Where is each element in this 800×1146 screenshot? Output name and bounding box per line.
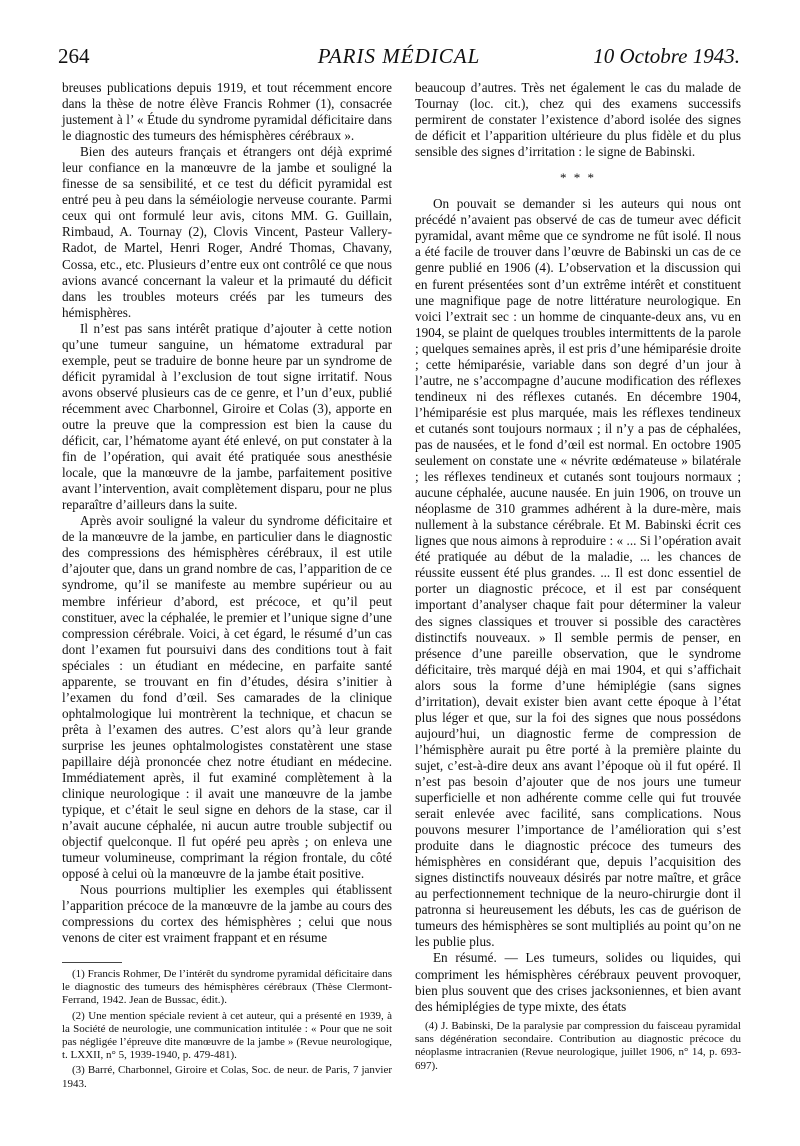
- paragraph: Après avoir souligné la valeur du syndrome déficitaire et de la manœuvre de la jambe, en particulier dans le diagnostic des compressions des hémisphères cérébraux, il est utile d’ajouter que, dans un grand nombre de cas, l’apparition de ce syndrome, qu’il se manifeste au membre supérieur ou au membre inférieur d’abord, est précoce, et qu’il peut constituer, avec la céphalée, le premier et l’unique signe d’une compression cérébrale. Voici, à cet égard, le résumé d’un cas dont l’examen fut poursuivi dans des conditions tout à fait spéciales : un étudiant en médecine, en parfaite santé apparente, se trouvant en fin d’études, désira s’initier à l’examen du fond d’œil. Ses camarades de la clinique ophtalmologique lui montrèrent la technique, et chacun se prêta à l’examen des autres. C’est alors qu’à leur grande surprise les jeunes ophtalmologistes constatèrent une stase papillaire déjà prononcée chez notre étudiant en médecine. Immédiatement après, il fut examiné complètement à la clinique neurologique : il avait une manœuvre de la jambe typique, et c’était le seul signe en dehors de la stase, car il n’avait aucune céphalée, ni aucun autre trouble subjectif ou objectif quelconque. Il fut opéré peu après ; on enleva une tumeur volumineuse, comprimant la région frontale, du côté opposé à celui où la manœuvre de la jambe était positive.: [62, 513, 392, 882]
- journal-title: PARIS MÉDICAL: [317, 44, 481, 68]
- paragraph: Il n’est pas sans intérêt pratique d’ajouter à cette notion qu’une tumeur sanguine, un hématome extradural par exemple, peut se traduire de bonne heure par un syndrome de déficit pyramidal à l’exclusion de tout signe irritatif. Nous avons observé plusieurs cas de ce genre, et l’un d’eux, publié récemment avec Charbonnel, Giroire et Colas (3), apporte en outre la preuve que la compression est bien la cause du déficit, car, l’hématome ayant été enlevé, on put constater à la fin de l’opération, qui avait été pratiquée sous anesthésie locale, que la manœuvre de la jambe, parfaitement positive avant l’intervention, avait complètement disparu, pour ne plus reparaître d’ailleurs dans la suite.: [62, 320, 392, 513]
- footnotes-left: [62, 968, 392, 1093]
- section-separator: * * *: [560, 170, 596, 186]
- footnote: (3) Barré, Charbonnel, Giroire et Colas, Soc. de neur. de Paris, 7 janvier 1943.: [62, 1064, 392, 1090]
- paragraph: En résumé. — Les tumeurs, solides ou liquides, qui compriment les hémisphères cérébraux peuvent provoquer, bien plus souvent que des crises jacksoniennes, et bien avant des hémiplégies de type mixte, des états: [415, 950, 741, 1014]
- left-column: [62, 80, 392, 947]
- footnotes-right: [415, 1020, 741, 1075]
- issue-date: 10 Octobre 1943.: [593, 44, 740, 68]
- page-header: [58, 44, 740, 76]
- paragraph: beaucoup d’autres. Très net également le cas du malade de Tournay (loc. cit.), chez qui des examens successifs permirent de constater l’existence d’abord isolée des signes de déficit et l’apparition ultérieure du plus fidèle et du plus sensible des signes d’irritation : le signe de Babinski.: [415, 80, 741, 160]
- paragraph: Nous pourrions multiplier les exemples qui établissent l’apparition précoce de la manœuvre de la jambe au cours des compressions du cortex des hémisphères ; celui que nous venons de citer est vraiment frappant et en résume: [62, 882, 392, 946]
- paragraph: Bien des auteurs français et étrangers ont déjà exprimé leur confiance en la manœuvre de la jambe et souligné la finesse de sa sensibilité, et ce test du déficit pyramidal est entré peu à peu dans la séméiologie nerveuse courante. Parmi ceux qui ont formulé leur avis, citons MM. G. Guillain, Rimbaud, A. Tournay (2), Clovis Vincent, Pasteur Vallery-Radot, de Martel, Henri Roger, André Thomas, Chavany, Cossa, etc., etc. Plusieurs d’entre eux ont contrôlé ce que nous avions avancé concernant la valeur et la primauté du déficit dans les troubles moteurs créés par les tumeurs des hémisphères.: [62, 144, 392, 320]
- footnote: (4) J. Babinski, De la paralysie par compression du faisceau pyramidal sans dégénération secondaire. Contribution au diagnostic précoce du néoplasme intracranien (Revue neurologique, juillet 1906, n° 14, p. 693-697).: [415, 1020, 741, 1072]
- right-column: [415, 80, 741, 1015]
- footnote: (2) Une mention spéciale revient à cet auteur, qui a présenté en 1939, à la Société de neurologie, une communication intitulée : « Pour que ne soit pas négligée l’épreuve dite manœuvre de la jambe » (Revue neurologique, t. LXXII, n° 5, 1939-1940, p. 479-481).: [62, 1009, 392, 1062]
- paragraph: breuses publications depuis 1919, et tout récemment encore dans la thèse de notre élève Francis Rohmer (1), consacrée justement à l’ « Étude du syndrome pyramidal déficitaire dans le diagnostic des tumeurs des hémisphères cérébraux ».: [62, 80, 392, 144]
- footnote-rule: [62, 962, 122, 963]
- paragraph: On pouvait se demander si les auteurs qui nous ont précédé n’avaient pas observé de cas de tumeur avec déficit pyramidal, avant même que ce syndrome ne fût isolé. Il nous a été facile de trouver dans l’œuvre de Babinski un cas de ce genre publié en 1906 (4). L’observation et la discussion qui en furent présentées sont d’un extrême intérêt et constituent une magnifique page de notre littérature neurologique. En voici l’extrait sec : un homme de cinquante-deux ans, vu en 1904, se plaint de quelques troubles intermittents de la parole ; quelques semaines après, il est pris d’une hémiparésie droite ; cette hémiparésie, variable dans son degré d’un jour à l’autre, ne s’accompagne d’aucune modification des réflexes tendineux ni des réflexes cutanés. En décembre 1904, l’hémiparésie est plus marquée, mais les réflexes tendineux et cutanés sont toujours normaux ; il n’y a pas de céphalées, pas de nausées, et le fond d’œil est normal. En octobre 1905 seulement on constate une « névrite œdémateuse » bilatérale ; les réflexes tendineux et cutanés sont toujours normaux ; aucune céphalée, aucune nausée. En juin 1906, on trouve un néoplasme de 310 grammes adhérent à la dure-mère, mais nullement à la substance cérébrale. Et M. Babinski écrit ces lignes que nous aimons à reproduire : « ... Si l’opération avait été pratiquée au début de la maladie, ... les chances de réussite eussent été plus grandes. ... Il est donc essentiel de porter un diagnostic précoce, et il est par conséquent important d’analyser chaque fait pour déterminer la valeur des signes classiques et trouver si possible des caractères distinctifs nouveaux. » Il semble permis de penser, en présence d’une pareille observation, que le syndrome déficitaire, très marqué déjà en mai 1904, et qui s’affichait alors sous la forme d’une hémiplégie (sans signes d’irritation), devait exister bien avant cette époque à l’état plus léger et que, sur la foi des signes que nous possédons aujourd’hui, un diagnostic ferme de compression de l’hémisphère aurait pu être porté à la première plainte du sujet, c’est-à-dire deux ans avant l’époque où il fut opéré. Il n’est pas besoin d’ajouter que de nos jours une tumeur superficielle et non adhérente comme celle qui fut trouvée serait enlevée avec facilité, sans complications. Nous pouvons mesurer l’importance de l’amélioration qui s’est produite dans le diagnostic précoce des tumeurs des hémisphères en considérant que, depuis l’acquisition des signes distinctifs nouveaux désirés par notre maître, et grâce au perfectionnement technique de la neuro-chirurgie dont il patronna si heureusement les débuts, les cas de guérison de tumeurs des hémisphères se sont multipliés au point qu’on ne les publie plus.: [415, 196, 741, 950]
- page-number: 264: [58, 44, 90, 68]
- footnote: (1) Francis Rohmer, De l’intérêt du syndrome pyramidal déficitaire dans le diagnostic des tumeurs des hémisphères cérébraux (Thèse Clermont-Ferrand, 1942. Jean de Bussac, édit.).: [62, 968, 392, 1007]
